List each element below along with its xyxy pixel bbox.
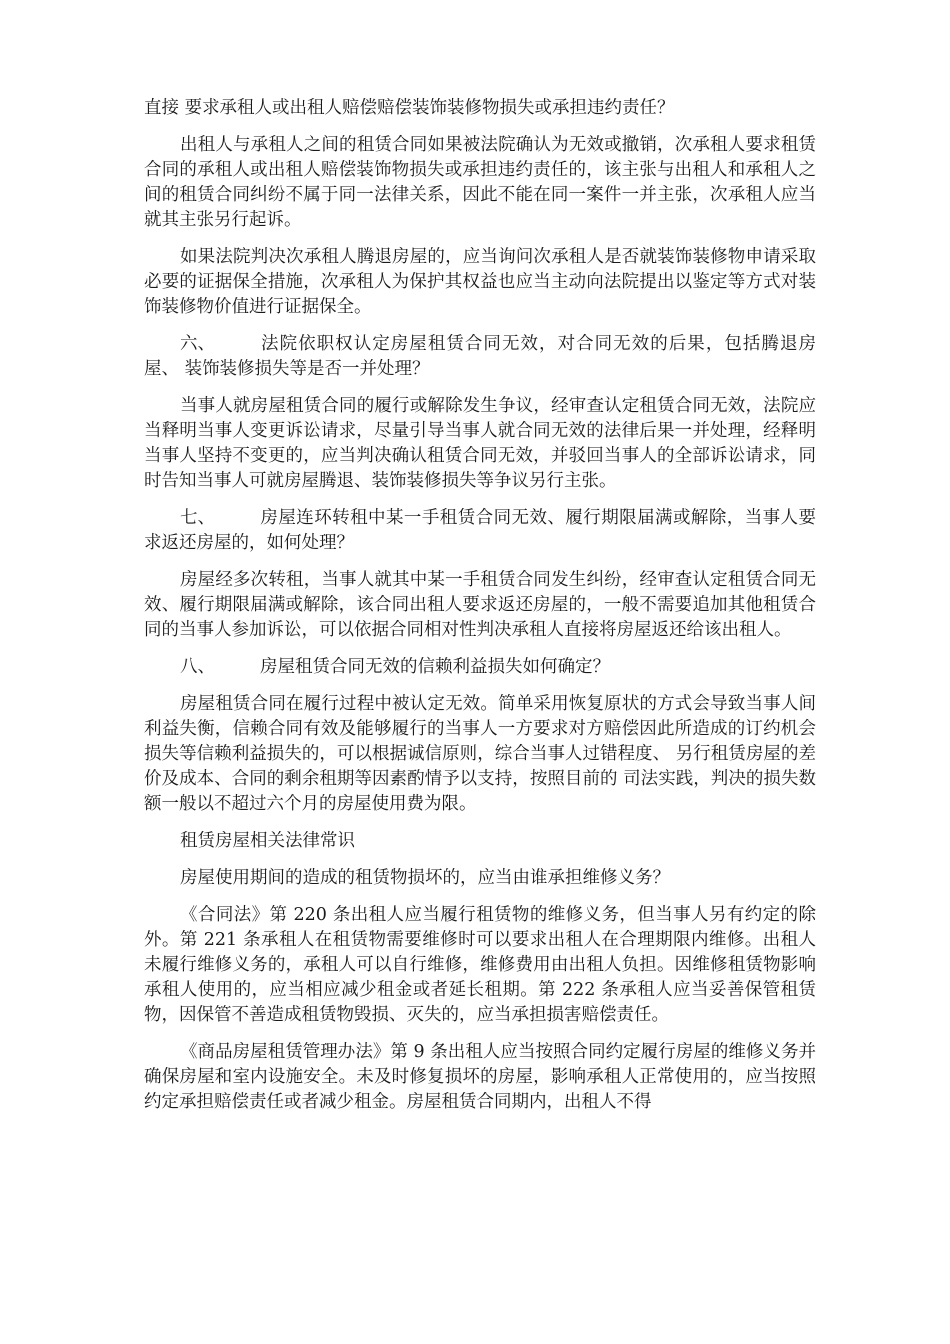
- section-heading-7: [144, 506, 816, 556]
- subtitle-legal-knowledge: 租赁房屋相关法律常识: [180, 831, 355, 851]
- paragraph-2: 出租人与承租人之间的租赁合同如果被法院确认为无效或撤销，次承租人要求租赁合同的承租人或出租人赔偿装饰物损失或承担违约责任的，该主张与出租人和承租人之间的租赁合同纠纷不属于同一法律关系，因此不能在同一案件一并主张，次承租人应当就其主张另行起诉。: [144, 135, 816, 230]
- paragraph-5: 当事人就房屋租赁合同的履行或解除发生争议，经审查认定租赁合同无效，法院应当释明当事人变更诉讼请求，尽量引导当事人就合同无效的法律后果一并处理，经释明当事人坚持不变更的，应当判决确认租赁合同无效，并驳回当事人的全部诉讼请求，同时告知当事人可就房屋腾退、装饰装修损失等争议另行主张。: [144, 396, 816, 491]
- paragraph-3: 如果法院判决次承租人腾退房屋的，应当询问次承租人是否就装饰装修物申请采取必要的证据保全措施，次承租人为保护其权益也应当主动向法院提出以鉴定等方式对装饰装修物价值进行证据保全。: [144, 247, 816, 317]
- section-number: 七、: [180, 508, 215, 528]
- question-repair-duty: 房屋使用期间的造成的租赁物损坏的，应当由谁承担维修义务？: [180, 868, 670, 888]
- section-heading-text: 房屋连环转租中某一手租赁合同无效、履行期限届满或解除，当事人要 求返还房屋的，如何处理？: [144, 508, 816, 553]
- paragraph-1: 直接 要求承租人或出租人赔偿赔偿装饰装修物损失或承担违约责任？: [144, 98, 675, 118]
- section-heading-text: 房屋租赁合同无效的信赖利益损失如何确定？: [260, 657, 610, 677]
- section-number: 六、: [180, 334, 215, 354]
- paragraph-7: 房屋经多次转租，当事人就其中某一手租赁合同发生纠纷，经审查认定租赁合同无效、履行期限届满或解除，该合同出租人要求返还房屋的，一般不需要追加其他租赁合同的当事人参加诉讼，可以依据合同相对性判决承租人直接将房屋返还给该出租人。: [144, 570, 816, 640]
- paragraph-lease-regulation: 《商品房屋租赁管理办法》第 9 条出租人应当按照合同约定履行房屋的维修义务并确保房屋和室内设施安全。未及时修复损坏的房屋，影响承租人正常使用的，应当按照约定承担赔偿责任或者减少租金。房屋租赁合同期内，出租人不得: [144, 1042, 816, 1112]
- section-heading-8: [144, 655, 816, 680]
- section-heading-6: [144, 332, 816, 382]
- document-page: [144, 96, 816, 1127]
- section-number: 八、: [180, 657, 215, 677]
- paragraph-9: 房屋租赁合同在履行过程中被认定无效。简单采用恢复原状的方式会导致当事人间利益失衡，信赖合同有效及能够履行的当事人一方要求对方赔偿因此所造成的订约机会损失等信赖利益损失的，可以根据诚信原则，综合当事人过错程度、 另行租赁房屋的差价及成本、合同的剩余租期等因素酌情予以支持，按照目前的 司法实践，判决的损失数额一般以不超过六个月的房屋使用费为限。: [144, 694, 816, 814]
- paragraph-contract-law: 《合同法》第 220 条出租人应当履行租赁物的维修义务，但当事人另有约定的除外。第 221 条承租人在租赁物需要维修时可以要求出租人在合理期限内维修。出租人未履行维修义务的，承租人可以自行维修，维修费用由出租人负担。因维修租赁物影响承租人使用的，应当相应减少租金或者延长租期。第 222 条承租人应当妥善保管租赁物，因保管不善造成租赁物毁损、灭失的，应当承担损害赔偿责任。: [144, 905, 816, 1025]
- section-heading-text: 法院依职权认定房屋租赁合同无效，对合同无效的后果，包括腾退房屋、 装饰装修损失等是否一并处理？: [144, 334, 816, 379]
